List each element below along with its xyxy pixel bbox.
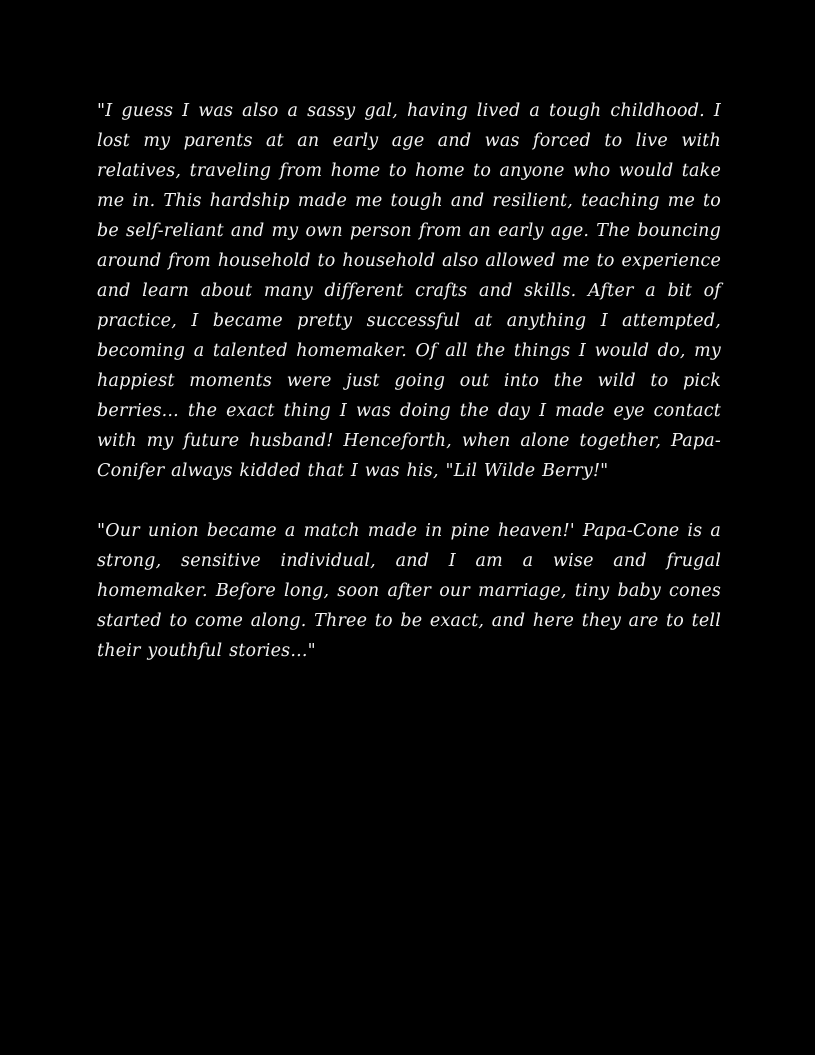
story-text-block	[97, 96, 721, 666]
story-paragraph-2: "Our union became a match made in pine heaven!' Papa-Cone is a strong, sensitive individual, and I am a wise and frugal homemaker. Before long, soon after our marriage, tiny baby cones started to come along. Three to be exact, and here they are to tell their youthful stories..."	[97, 521, 721, 661]
story-paragraph-1: "I guess I was also a sassy gal, having lived a tough childhood. I lost my parents at an early age and was forced to live with relatives, traveling from home to home to anyone who would take me in. This hardship made me tough and resilient, teaching me to be self-reliant and my own person from an early age. The bouncing around from household to household also allowed me to experience and learn about many different crafts and skills. After a bit of practice, I became pretty successful at anything I attempted, becoming a talented homemaker. Of all the things I would do, my happiest moments were just going out into the wild to pick berries... the exact thing I was doing the day I made eye contact with my future husband! Henceforth, when alone together, Papa-Conifer always kidded that I was his, "Lil Wilde Berry!"	[97, 101, 721, 481]
